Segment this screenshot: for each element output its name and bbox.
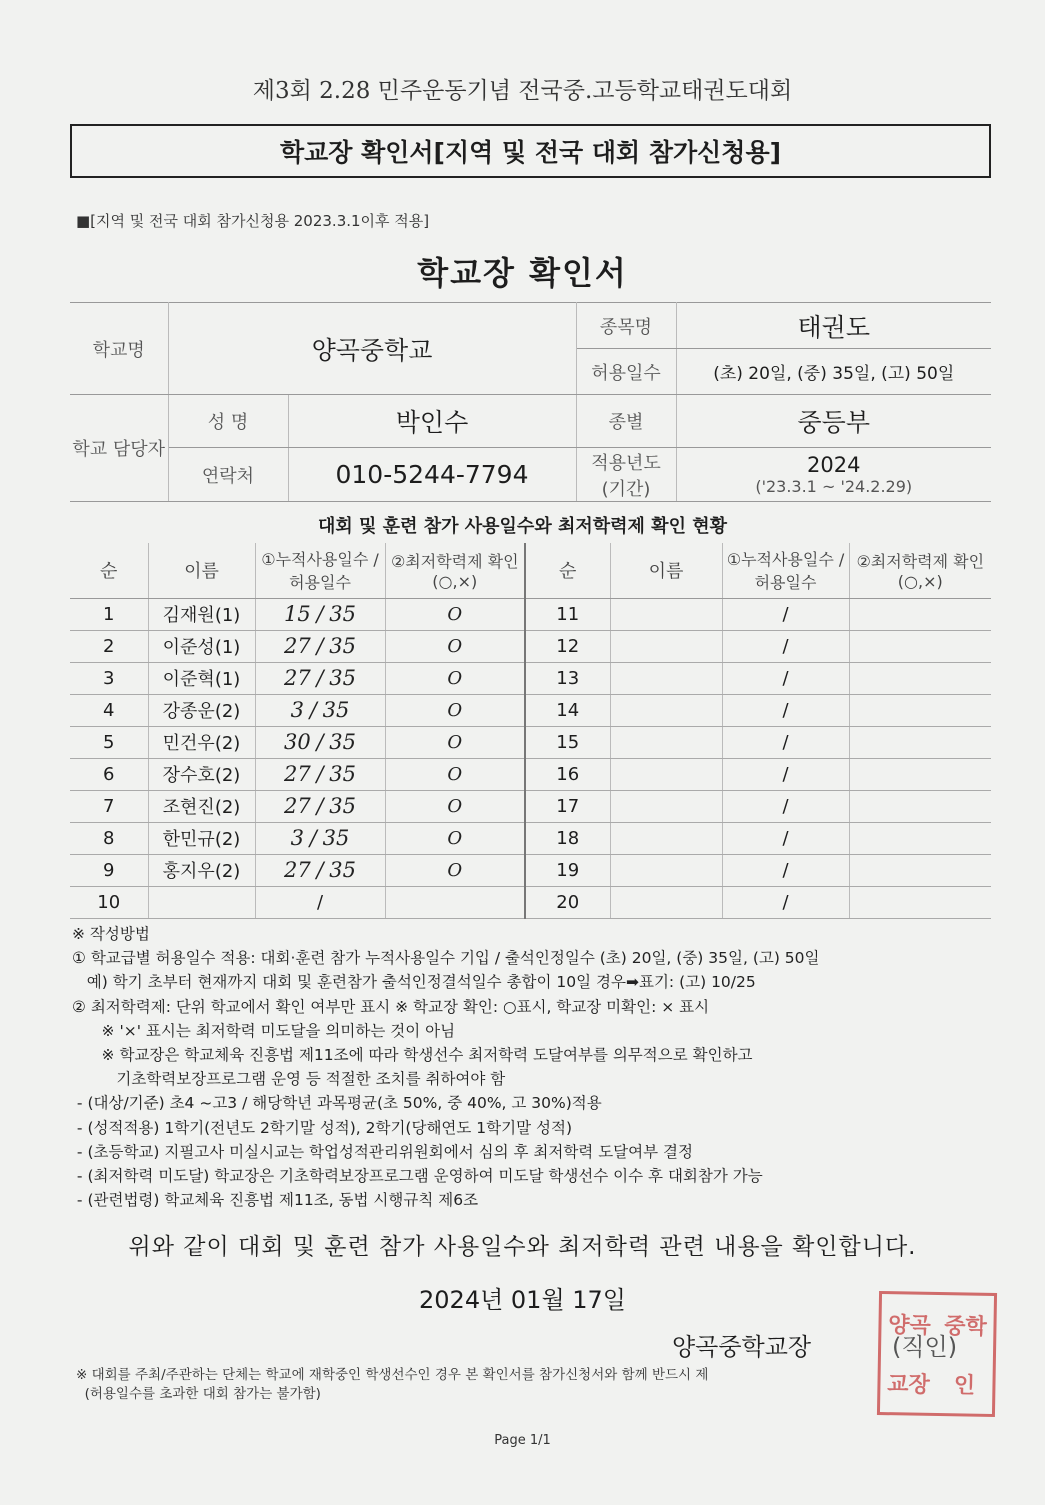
seal-char: 인 xyxy=(953,1373,976,1399)
days-cell: / xyxy=(722,758,849,790)
row-no: 16 xyxy=(525,758,610,790)
school-value: 양곡중학교 xyxy=(168,303,576,395)
days-allowed: 35 xyxy=(322,826,350,850)
check-mark: O xyxy=(385,694,525,726)
days-allowed: 35 xyxy=(329,858,356,882)
period-value: ('23.3.1 ~ '24.2.29) xyxy=(755,477,913,496)
student-name: 한민규(2) xyxy=(148,822,255,854)
days-cell: / xyxy=(722,854,849,886)
row-no: 19 xyxy=(525,854,610,886)
confirm-statement: 위와 같이 대회 및 훈련 참가 사용일수와 최저학력 관련 내용을 확인합니다. xyxy=(128,1234,917,1260)
check-mark: O xyxy=(385,726,525,758)
method-line: - (성적적용) 1학기(전년도 2학기말 성적), 2학기(당해연도 1학기말 성적) xyxy=(72,1118,572,1137)
check-mark xyxy=(849,886,991,918)
method-line: ① 학교급별 허용일수 적용: 대회·훈련 참가 누적사용일수 기입 / 출석인정일수 (초) 20일, (중) 35일, (고) 50일 xyxy=(72,949,820,968)
header-name-2: 이름 xyxy=(610,543,722,598)
method-line: 예) 학기 초부터 현재까지 대회 및 훈련참가 출석인정결석일수 총합이 10일 경우➡표기: (고) 10/25 xyxy=(72,973,756,992)
days-slash: / xyxy=(316,666,324,690)
issue-date: 2024년 01월 17일 xyxy=(419,1286,626,1314)
row-no: 14 xyxy=(525,694,610,726)
method-line: - (대상/기준) 초4 ~고3 / 해당학년 과목평균(초 50%, 중 40%, 고 30%)적용 xyxy=(72,1094,602,1113)
check-mark xyxy=(849,662,991,694)
days-cell: / xyxy=(722,822,849,854)
days-cell xyxy=(255,790,385,822)
student-name: 김재원(1) xyxy=(148,598,255,630)
row-no: 3 xyxy=(70,662,148,694)
days-allowed: 35 xyxy=(329,794,356,818)
student-name xyxy=(610,886,722,918)
footnote-line: ※ 대회를 주최/주관하는 단체는 학교에 재학중인 학생선수인 경우 본 확인서를 참가신청서와 함께 반드시 제 xyxy=(76,1367,709,1383)
days-slash: / xyxy=(316,762,324,786)
allowed-value: (초) 20일, (중) 35일, (고) 50일 xyxy=(676,349,991,395)
table-row xyxy=(70,726,991,758)
principal-name: 양곡중학교장 xyxy=(672,1333,812,1361)
contact-label: 연락처 xyxy=(168,448,288,502)
table-row xyxy=(70,694,991,726)
check-mark: O xyxy=(385,822,525,854)
year-value: 2024 xyxy=(807,453,861,477)
student-name xyxy=(610,822,722,854)
days-cell: / xyxy=(722,886,849,918)
row-no: 13 xyxy=(525,662,610,694)
student-name: 이준혁(1) xyxy=(148,662,255,694)
check-mark: O xyxy=(385,854,525,886)
days-slash: / xyxy=(316,794,324,818)
row-no: 4 xyxy=(70,694,148,726)
row-no: 9 xyxy=(70,854,148,886)
days-slash: / xyxy=(309,698,317,722)
table-row xyxy=(70,662,991,694)
days-allowed: 35 xyxy=(329,634,356,658)
days-cell: / xyxy=(722,694,849,726)
manager-label: 학교 담당자 xyxy=(70,395,168,502)
name-value: 박인수 xyxy=(288,395,576,448)
student-name: 이준성(1) xyxy=(148,630,255,662)
days-cell xyxy=(255,822,385,854)
days-cell xyxy=(255,694,385,726)
year-label: 적용년도 (기간) xyxy=(576,448,676,502)
row-no: 11 xyxy=(525,598,610,630)
check-mark xyxy=(849,694,991,726)
document-title: 학교장 확인서 xyxy=(417,254,628,292)
days-slash: / xyxy=(309,826,317,850)
check-mark xyxy=(849,598,991,630)
footnote xyxy=(76,1366,708,1404)
seal-char: 양곡 xyxy=(888,1313,931,1339)
header-no: 순 xyxy=(70,543,148,598)
row-no: 6 xyxy=(70,758,148,790)
check-mark xyxy=(849,758,991,790)
contact-value: 010-5244-7794 xyxy=(288,448,576,502)
days-used: 27 xyxy=(283,858,311,882)
student-name xyxy=(610,726,722,758)
days-cell: / xyxy=(722,662,849,694)
method-line: - (최저학력 미도달) 학교장은 기초학력보장프로그램 운영하여 미도달 학생선수 이수 후 대회참가 가능 xyxy=(72,1167,763,1186)
division-value: 중등부 xyxy=(676,395,991,448)
student-name xyxy=(148,886,255,918)
student-name xyxy=(610,694,722,726)
student-name xyxy=(610,790,722,822)
student-name xyxy=(610,630,722,662)
method-line: ※ '×' 표시는 최저학력 미도달을 의미하는 것이 아님 xyxy=(72,1021,456,1040)
table-row xyxy=(70,854,991,886)
days-allowed: 35 xyxy=(329,602,356,626)
days-cell: / xyxy=(722,726,849,758)
student-name: 장수호(2) xyxy=(148,758,255,790)
days-used: 15 xyxy=(283,602,311,626)
days-allowed: 35 xyxy=(329,666,356,690)
check-mark xyxy=(849,726,991,758)
table-row xyxy=(70,790,991,822)
days-used: 30 xyxy=(283,730,311,754)
section-title: 대회 및 훈련 참가 사용일수와 최저학력제 확인 현황 xyxy=(317,516,727,537)
student-name: 조현진(2) xyxy=(148,790,255,822)
row-no: 2 xyxy=(70,630,148,662)
check-mark: O xyxy=(385,758,525,790)
days-slash: / xyxy=(316,730,324,754)
header-days-2: ①누적사용일수 /허용일수 xyxy=(722,543,849,598)
roster-table xyxy=(70,543,991,919)
student-name xyxy=(610,598,722,630)
days-used: 3 xyxy=(290,698,305,722)
days-cell xyxy=(255,726,385,758)
days-slash: / xyxy=(316,891,324,913)
days-allowed: 35 xyxy=(322,698,350,722)
form-title-box: 학교장 확인서[지역 및 전국 대회 참가신청용] xyxy=(70,124,991,178)
seal-char: 교장 xyxy=(886,1372,930,1398)
page-number: Page 1/1 xyxy=(494,1433,551,1448)
info-table xyxy=(70,302,991,502)
check-mark: O xyxy=(385,790,525,822)
check-mark xyxy=(849,822,991,854)
check-mark xyxy=(849,630,991,662)
check-mark: O xyxy=(385,598,525,630)
check-mark xyxy=(849,790,991,822)
days-cell xyxy=(255,630,385,662)
student-name: 홍지우(2) xyxy=(148,854,255,886)
student-name: 민건우(2) xyxy=(148,726,255,758)
header-days: ①누적사용일수 /허용일수 xyxy=(255,543,385,598)
row-no: 5 xyxy=(70,726,148,758)
days-cell: / xyxy=(722,598,849,630)
header-check: ②최저학력제 확인(○,×) xyxy=(385,543,525,598)
days-slash: / xyxy=(316,858,324,882)
row-no: 18 xyxy=(525,822,610,854)
days-used: 27 xyxy=(283,794,311,818)
method-line: ② 최저학력제: 단위 학교에서 확인 여부만 표시 ※ 학교장 확인: ○표시, 학교장 미확인: × 표시 xyxy=(72,997,710,1016)
row-no: 7 xyxy=(70,790,148,822)
division-label: 종별 xyxy=(576,395,676,448)
days-slash: / xyxy=(316,634,324,658)
days-slash: / xyxy=(316,602,324,626)
row-no: 15 xyxy=(525,726,610,758)
days-cell: / xyxy=(722,790,849,822)
event-title: 제3회 2.28 민주운동기념 전국중.고등학교태권도대회 xyxy=(252,78,793,104)
seal-label: (직인) xyxy=(892,1333,958,1361)
method-line: ※ 학교장은 학교체육 진흥법 제11조에 따라 학생선수 최저학력 도달여부를 의무적으로 확인하고 xyxy=(72,1046,753,1065)
method-line: ※ 작성방법 xyxy=(72,925,150,943)
table-row xyxy=(70,822,991,854)
allowed-label: 허용일수 xyxy=(576,349,676,395)
row-no: 17 xyxy=(525,790,610,822)
row-no: 12 xyxy=(525,630,610,662)
table-row xyxy=(70,598,991,630)
row-no: 20 xyxy=(525,886,610,918)
days-allowed: 35 xyxy=(329,762,356,786)
year-cell xyxy=(676,448,991,502)
check-mark: O xyxy=(385,662,525,694)
days-used: 3 xyxy=(290,826,305,850)
seal-char: 중학 xyxy=(943,1314,987,1340)
days-cell xyxy=(255,886,385,918)
row-no: 10 xyxy=(70,886,148,918)
footnote-line: (허용일수를 초과한 대회 참가는 불가함) xyxy=(76,1386,321,1402)
header-no-2: 순 xyxy=(525,543,610,598)
method-line: - (초등학교) 지필고사 미실시교는 학업성적관리위원회에서 심의 후 최저학력 도달여부 결정 xyxy=(72,1142,693,1161)
days-cell: / xyxy=(722,630,849,662)
table-row xyxy=(70,886,991,918)
sport-value: 태권도 xyxy=(676,303,991,349)
row-no: 8 xyxy=(70,822,148,854)
days-allowed: 35 xyxy=(329,730,356,754)
header-check-2: ②최저학력제 확인(○,×) xyxy=(849,543,991,598)
days-used: 27 xyxy=(283,634,311,658)
check-mark xyxy=(385,886,525,918)
days-cell xyxy=(255,758,385,790)
method-line: - (관련법령) 학교체육 진흥법 제11조, 동법 시행규칙 제6조 xyxy=(72,1191,479,1210)
check-mark: O xyxy=(385,630,525,662)
table-row xyxy=(70,630,991,662)
student-name: 강종운(2) xyxy=(148,694,255,726)
school-label: 학교명 xyxy=(70,303,168,395)
student-name xyxy=(610,758,722,790)
table-row xyxy=(70,758,991,790)
days-cell xyxy=(255,662,385,694)
writing-method xyxy=(72,922,972,1212)
student-name xyxy=(610,662,722,694)
days-used: 27 xyxy=(283,666,311,690)
form-note: ■[지역 및 전국 대회 참가신청용 2023.3.1이후 적용] xyxy=(76,212,430,230)
days-cell xyxy=(255,854,385,886)
name-label: 성 명 xyxy=(168,395,288,448)
student-name xyxy=(610,854,722,886)
sport-label: 종목명 xyxy=(576,303,676,349)
row-no: 1 xyxy=(70,598,148,630)
days-cell xyxy=(255,598,385,630)
method-line: 기초학력보장프로그램 운영 등 적절한 조치를 취하여야 함 xyxy=(72,1070,506,1089)
days-used: 27 xyxy=(283,762,311,786)
check-mark xyxy=(849,854,991,886)
header-name: 이름 xyxy=(148,543,255,598)
